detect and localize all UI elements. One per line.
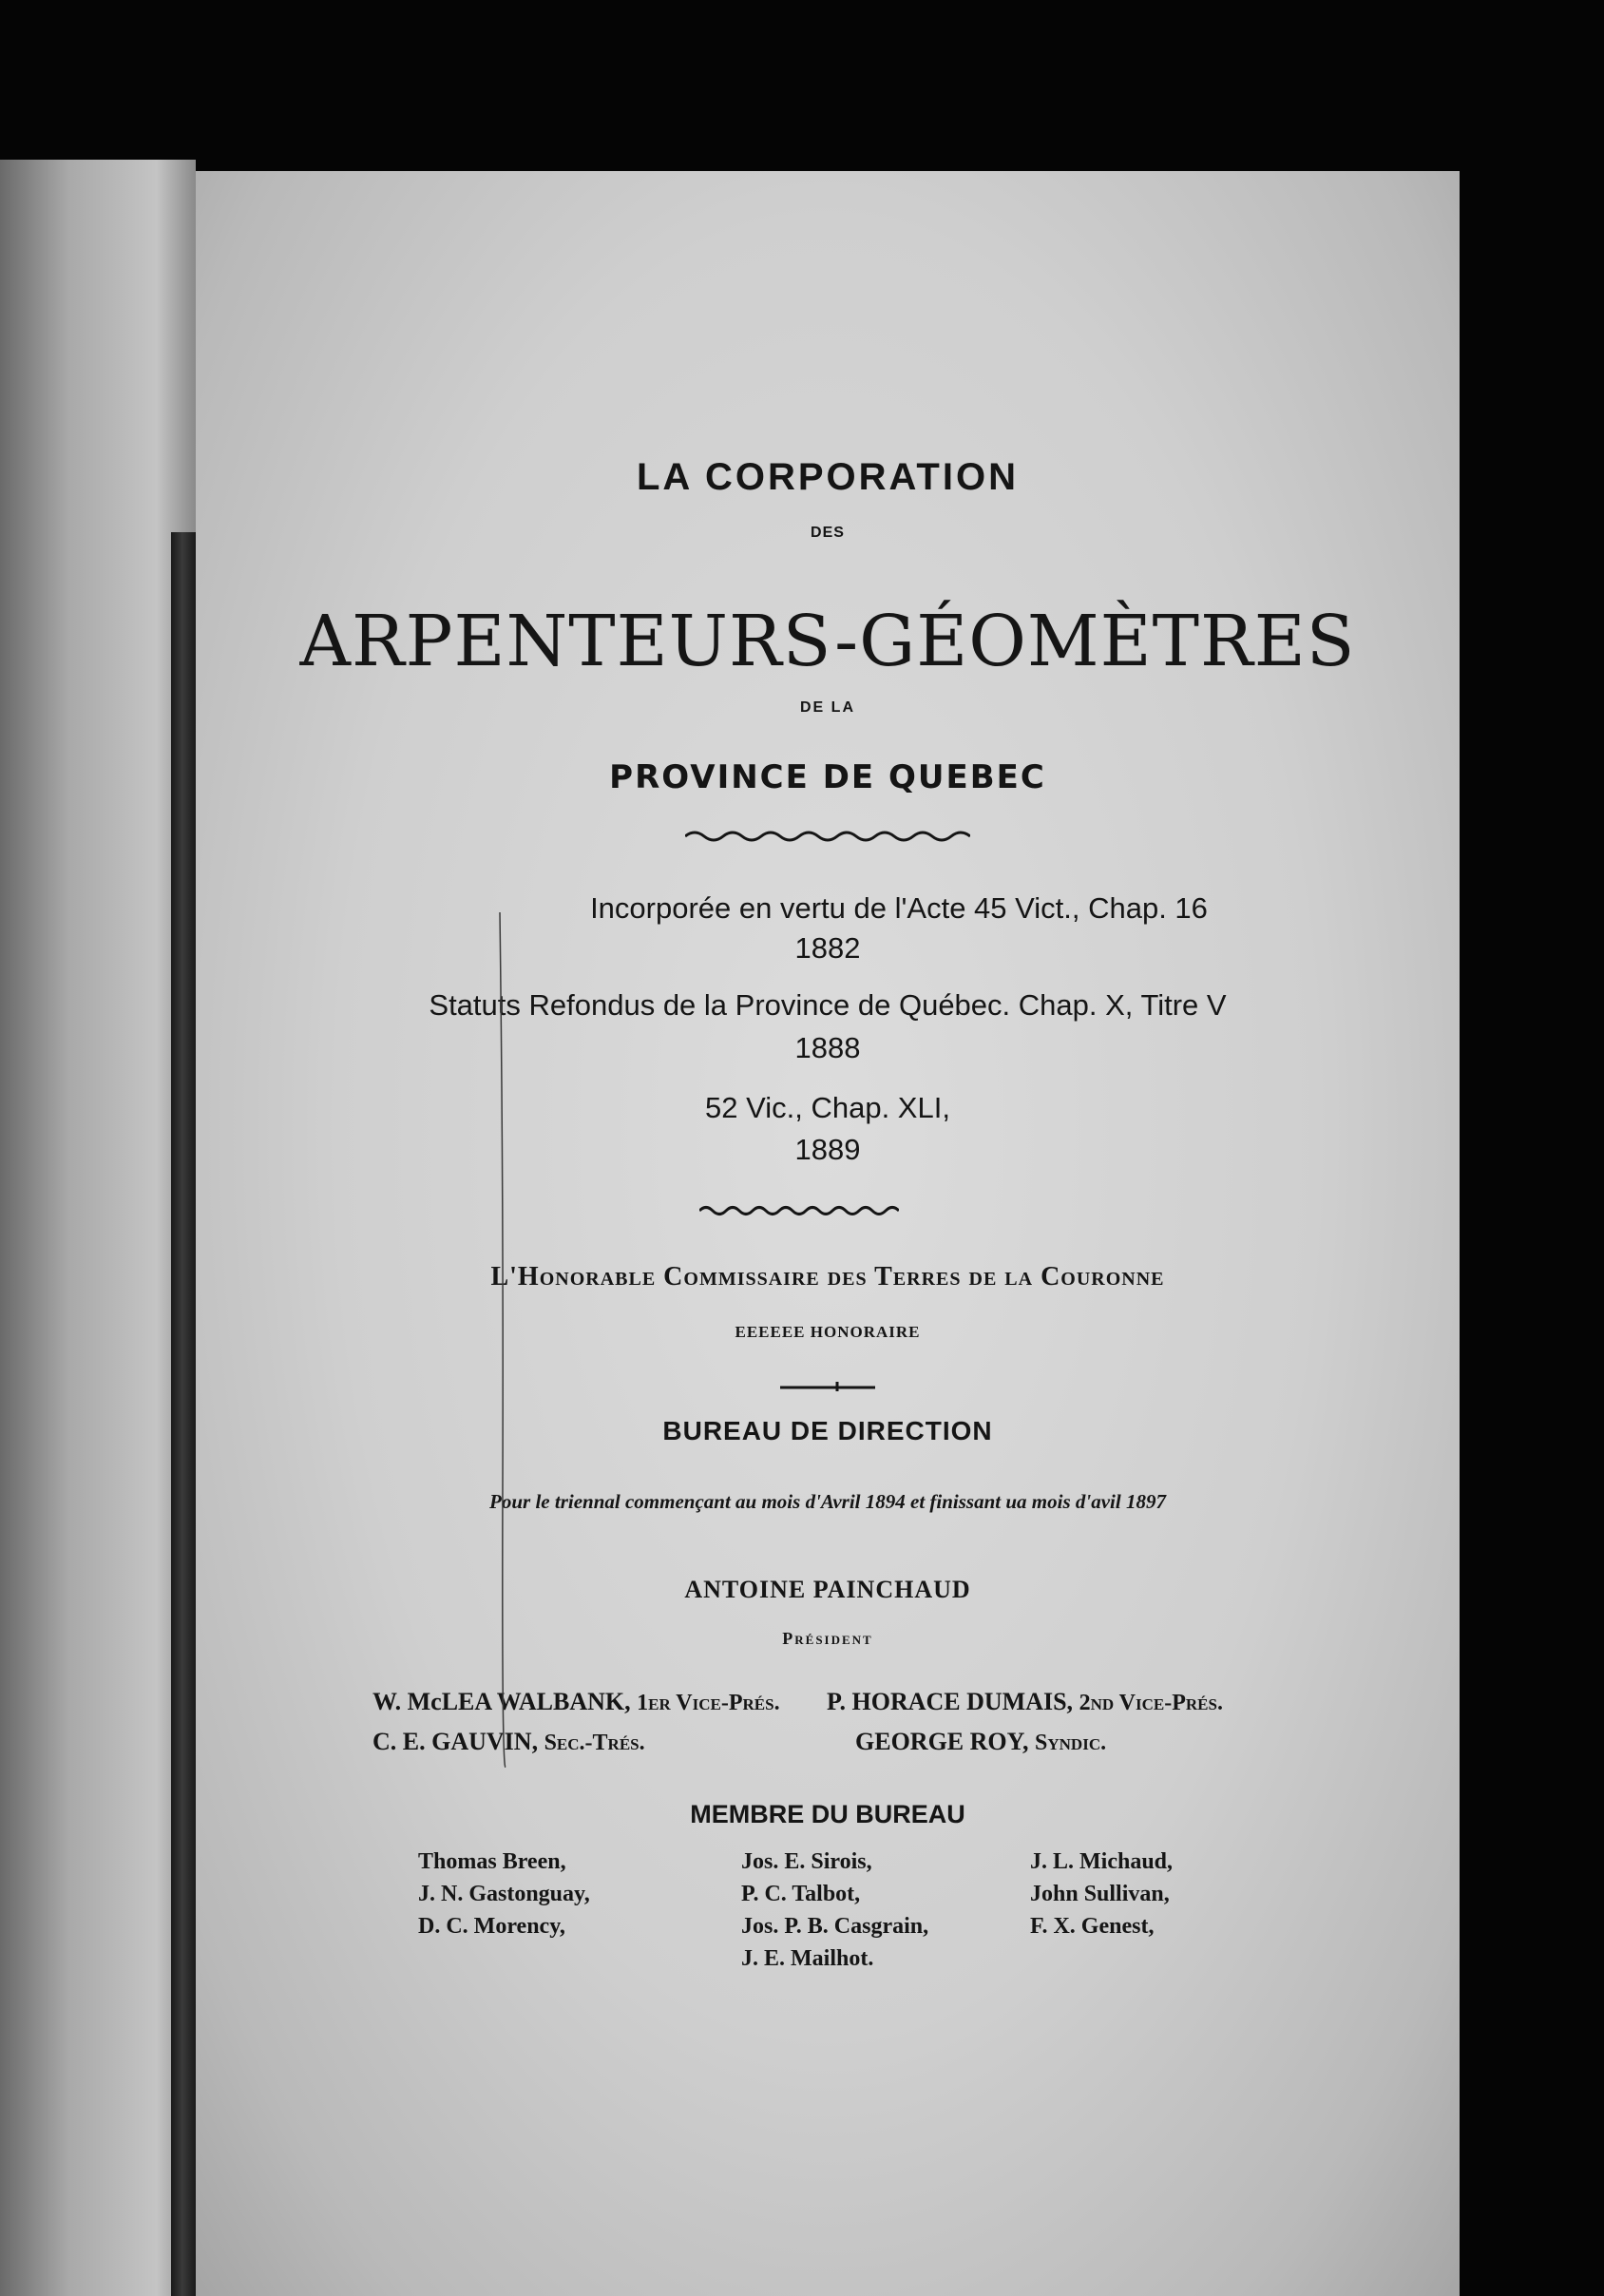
- officer-secretary: [372, 1728, 645, 1756]
- act-year-1882: 1882: [794, 931, 861, 965]
- document-page: [196, 171, 1460, 2296]
- bureau-title: BUREAU DE DIRECTION: [662, 1416, 993, 1445]
- member-name: P. C. Talbot,: [741, 1882, 861, 1906]
- officer-syndic: [855, 1728, 1106, 1756]
- act-incorporation: Incorporée en vertu de l'Acte 45 Vict., Chap. 16: [590, 891, 1208, 925]
- act-statuts: Statuts Refondus de la Province de Québec. Chap. X, Titre V: [429, 988, 1227, 1022]
- bureau-period: Pour le triennal commençant au mois d'Avril 1894 et finissant ua mois d'avil 1897: [489, 1490, 1166, 1513]
- heading-des: DES: [811, 525, 845, 541]
- honorary-role: EEEEEE HONORAIRE: [735, 1323, 921, 1341]
- ornament-divider-2: [699, 1201, 899, 1220]
- officer-role: Syndic.: [1035, 1731, 1107, 1755]
- members-column-1: [418, 1846, 590, 1942]
- paper-crease-line: [498, 912, 507, 1768]
- president-role: Président: [782, 1629, 873, 1648]
- officer-name: P. HORACE DUMAIS,: [827, 1688, 1074, 1715]
- facing-page-edge: [0, 160, 196, 2296]
- ornament-divider: [685, 827, 970, 846]
- heading-province: PROVINCE DE QUEBEC: [609, 758, 1046, 796]
- member-name: D. C. Morency,: [418, 1914, 565, 1939]
- members-column-2: [741, 1846, 928, 1975]
- member-name: Jos. E. Sirois,: [741, 1849, 872, 1874]
- officer-role: 2nd Vice-Prés.: [1079, 1691, 1223, 1715]
- member-name: J. L. Michaud,: [1030, 1849, 1174, 1874]
- officer-vice-president-2: [827, 1688, 1223, 1716]
- heading-corporation: LA CORPORATION: [637, 456, 1019, 498]
- officer-role: 1er Vice-Prés.: [637, 1691, 780, 1715]
- officer-role: Sec.-Trés.: [544, 1731, 645, 1755]
- member-name: Jos. P. B. Casgrain,: [741, 1914, 929, 1939]
- honorary-commissioner: L'Honorable Commissaire des Terres de la Couronne: [490, 1262, 1165, 1292]
- act-year-1889: 1889: [794, 1133, 861, 1166]
- members-column-3: [1030, 1846, 1173, 1942]
- member-name: J. E. Mailhot.: [741, 1946, 874, 1971]
- officer-name: GEORGE ROY,: [855, 1728, 1029, 1755]
- member-name: Thomas Breen,: [418, 1849, 566, 1874]
- members-title: MEMBRE DU BUREAU: [690, 1800, 965, 1828]
- president-name: ANTOINE PAINCHAUD: [684, 1576, 971, 1603]
- act-52-vic: 52 Vic., Chap. XLI,: [705, 1091, 950, 1124]
- officer-name: C. E. GAUVIN,: [372, 1728, 539, 1755]
- act-year-1888: 1888: [794, 1031, 861, 1064]
- small-rule: [780, 1376, 875, 1395]
- member-name: John Sullivan,: [1030, 1882, 1170, 1906]
- heading-arpenteurs: ARPENTEURS-GÉOMÈTRES: [299, 601, 1356, 682]
- member-name: J. N. Gastonguay,: [418, 1882, 590, 1906]
- officer-vice-president-1: [372, 1688, 780, 1716]
- heading-de-la: DE LA: [800, 699, 855, 716]
- officer-name: W. McLEA WALBANK,: [372, 1688, 631, 1715]
- member-name: F. X. Genest,: [1030, 1914, 1155, 1939]
